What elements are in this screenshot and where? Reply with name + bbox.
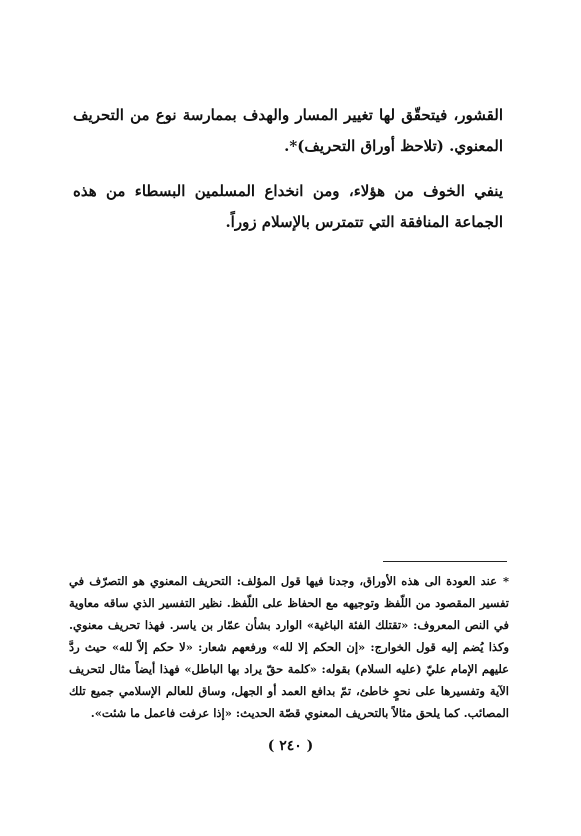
footnote-text: عند العودة الى هذه الأوراق، وجدنا فيها قول المؤلف: التحريف المعنوي هو التصرّف في تفسير المقصود من اللّفظ وتوجيهه مع الحفاظ على اللّفظ. نظير التفسير الذي ساقه معاوية في النص المعروف: «تقتلك الفئة الباغية» الوارد بشأن عمّار بن ياسر. فهذا تحريف معنوي. وكذا يُضم إليه قول الخوارج: «إن الحكم إلا لله» ورفعهم شعار: «لا حكم إلاّ لله» حيث ردَّ عليهم الإمام عليّ (عليه السلام) بقوله: «كلمة حقّ يراد بها الباطل» فهذا أيضاً مثال لتحريف الآية وتفسيرها على نحوٍ خاطئ، تمّ بدافع العمد أو الجهل، وساق للعالم الإسلامي جميع تلك المصائب. كما يلحق مثالاً بالتحريف المعنوي قصّة الحديث: «إذا عرفت فاعمل ما شئت».	[69, 574, 509, 720]
body-paragraph-2: ينفي الخوف من هؤلاء، ومن انخداع المسلمين البسطاء من هذه الجماعة المنافقة التي تتمترس بالإسلام زوراً.	[73, 182, 503, 231]
footnote-marker: *	[502, 574, 509, 588]
body-paragraph-1: القشور، فيتحقّق لها تغيير المسار والهدف بممارسة نوع من التحريف المعنوي. (تلاحظ أوراق التحريف)*.	[73, 106, 503, 155]
footnote	[69, 570, 509, 724]
page-number: ( ٢٤٠ )	[267, 738, 314, 754]
footnote-divider	[383, 561, 507, 562]
